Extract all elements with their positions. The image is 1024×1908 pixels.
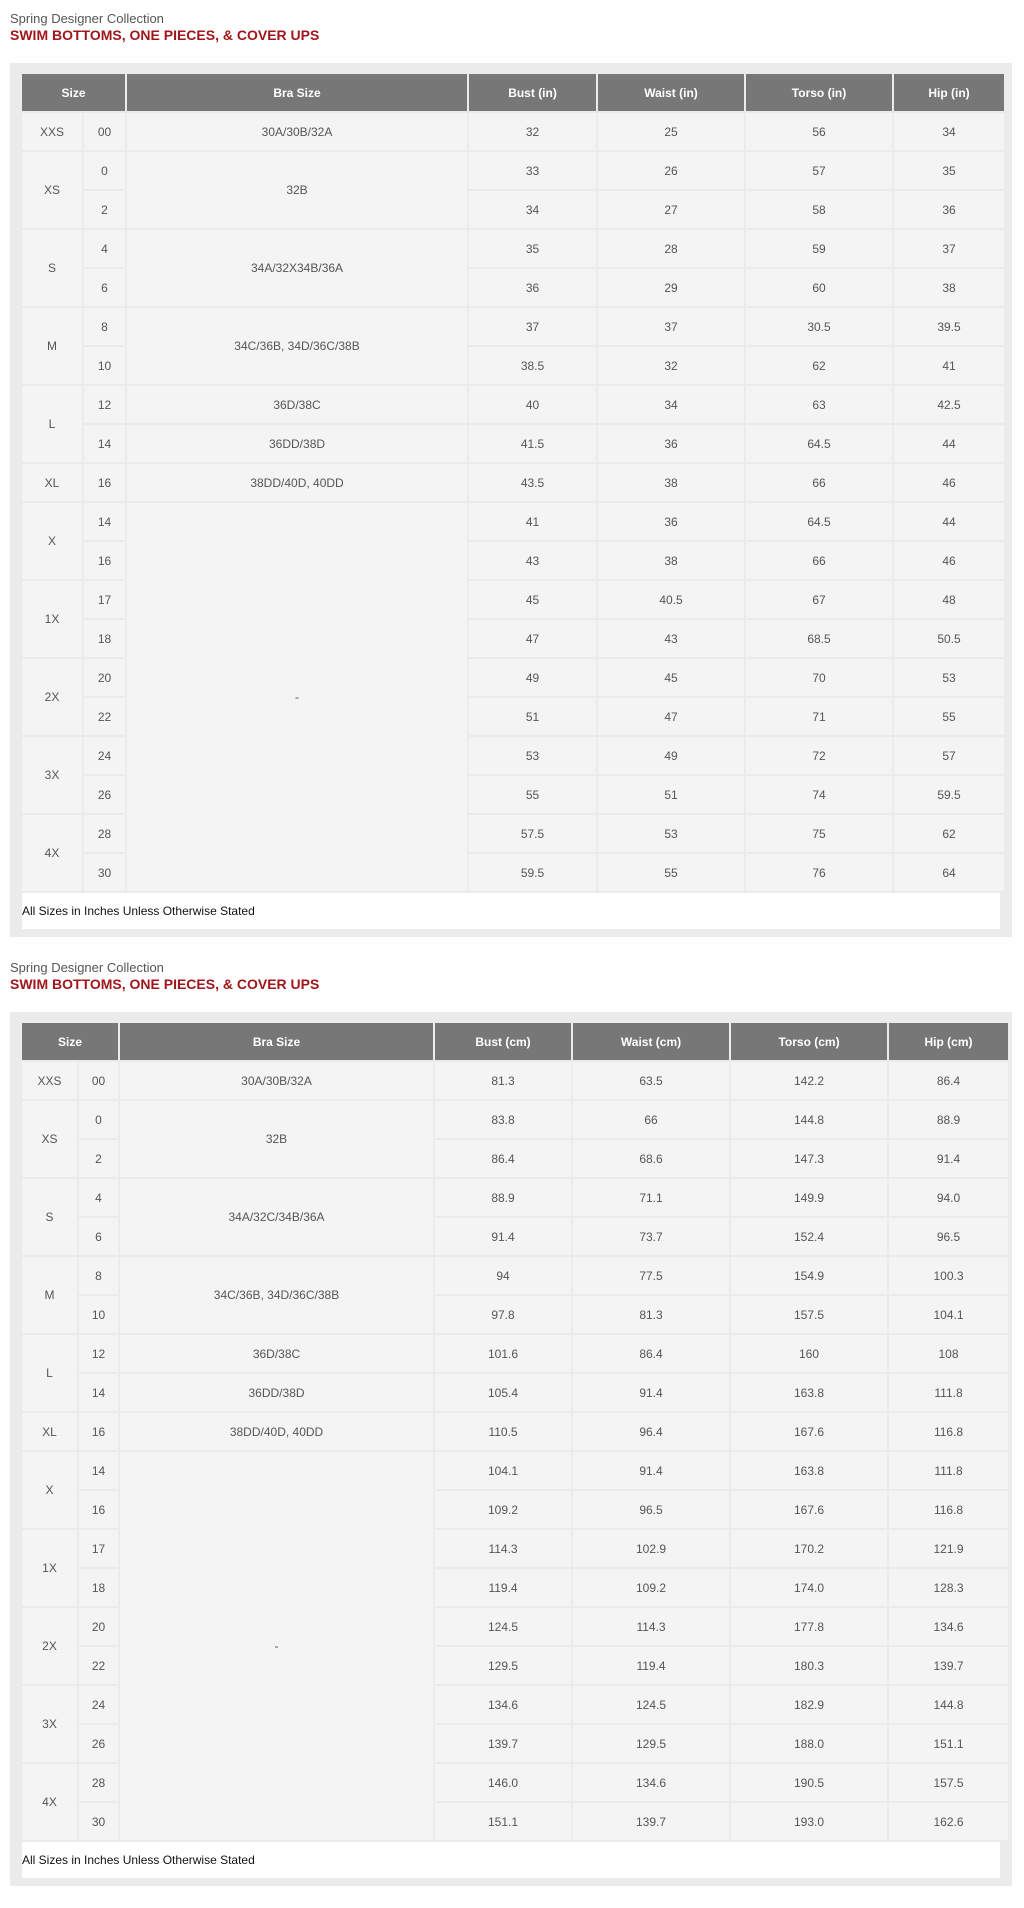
size-chart-inches [10,11,1012,937]
waist-cell: 73.7 [573,1218,729,1255]
bust-cell: 94 [435,1257,571,1294]
hip-cell: 48 [894,581,1004,618]
chart-title: SWIM BOTTOMS, ONE PIECES, & COVER UPS [10,976,320,992]
units-note-text: All Sizes in Inches Unless Otherwise Stated [22,1853,255,1867]
header-bust: Bust (cm) [435,1023,571,1060]
size-number-cell: 28 [84,815,125,852]
header-waist: Waist (cm) [573,1023,729,1060]
size-letter-cell: XL [22,1413,77,1450]
waist-cell: 28 [598,230,744,267]
waist-cell: 102.9 [573,1530,729,1567]
hip-cell: 46 [894,542,1004,579]
bra-size-cell: 34A/32X34B/36A [127,230,467,306]
size-number-cell: 18 [84,620,125,657]
torso-cell: 167.6 [731,1491,887,1528]
hip-cell: 36 [894,191,1004,228]
size-letter-cell: 3X [22,737,82,813]
waist-cell: 45 [598,659,744,696]
bust-cell: 36 [469,269,596,306]
hip-cell: 128.3 [889,1569,1008,1606]
bust-cell: 104.1 [435,1452,571,1489]
waist-cell: 36 [598,425,744,462]
waist-cell: 139.7 [573,1803,729,1840]
bra-size-cell: 36DD/38D [127,425,467,462]
table-row [22,1374,1008,1411]
bust-cell: 41.5 [469,425,596,462]
hip-cell: 100.3 [889,1257,1008,1294]
size-number-cell: 30 [79,1803,118,1840]
size-letter-cell: 3X [22,1686,77,1762]
header-row [22,1023,1008,1060]
size-number-cell: 0 [79,1101,118,1138]
torso-cell: 182.9 [731,1686,887,1723]
size-number-cell: 2 [79,1140,118,1177]
size-number-cell: 14 [84,503,125,540]
waist-cell: 119.4 [573,1647,729,1684]
torso-cell: 66 [746,464,892,501]
bra-size-cell: 34C/36B, 34D/36C/38B [120,1257,433,1333]
waist-cell: 86.4 [573,1335,729,1372]
hip-cell: 111.8 [889,1452,1008,1489]
waist-cell: 81.3 [573,1296,729,1333]
torso-cell: 177.8 [731,1608,887,1645]
waist-cell: 109.2 [573,1569,729,1606]
header-hip: Hip (in) [894,74,1004,111]
bust-cell: 43 [469,542,596,579]
torso-cell: 64.5 [746,503,892,540]
waist-cell: 124.5 [573,1686,729,1723]
torso-cell: 74 [746,776,892,813]
torso-cell: 174.0 [731,1569,887,1606]
size-number-cell: 8 [79,1257,118,1294]
bust-cell: 53 [469,737,596,774]
hip-cell: 86.4 [889,1062,1008,1099]
bust-cell: 101.6 [435,1335,571,1372]
hip-cell: 108 [889,1335,1008,1372]
table-row [22,386,1004,423]
torso-cell: 152.4 [731,1218,887,1255]
size-number-cell: 24 [84,737,125,774]
header-bra-size: Bra Size [120,1023,433,1060]
hip-cell: 96.5 [889,1218,1008,1255]
waist-cell: 37 [598,308,744,345]
header-torso: Torso (in) [746,74,892,111]
waist-cell: 63.5 [573,1062,729,1099]
table-row [22,1179,1008,1216]
torso-cell: 163.8 [731,1374,887,1411]
hip-cell: 57 [894,737,1004,774]
size-letter-cell: M [22,308,82,384]
hip-cell: 139.7 [889,1647,1008,1684]
size-letter-cell: 1X [22,1530,77,1606]
bust-cell: 34 [469,191,596,228]
table-row [22,308,1004,345]
size-number-cell: 00 [79,1062,118,1099]
size-number-cell: 16 [79,1413,118,1450]
torso-cell: 71 [746,698,892,735]
size-letter-cell: XS [22,1101,77,1177]
waist-cell: 27 [598,191,744,228]
torso-cell: 180.3 [731,1647,887,1684]
hip-cell: 88.9 [889,1101,1008,1138]
bust-cell: 41 [469,503,596,540]
size-number-cell: 10 [84,347,125,384]
size-number-cell: 17 [84,581,125,618]
bra-size-cell: 38DD/40D, 40DD [127,464,467,501]
size-table-panel [10,1012,1012,1886]
hip-cell: 64 [894,854,1004,891]
bust-cell: 124.5 [435,1608,571,1645]
torso-cell: 76 [746,854,892,891]
waist-cell: 51 [598,776,744,813]
chart-title: SWIM BOTTOMS, ONE PIECES, & COVER UPS [10,27,320,43]
bust-cell: 47 [469,620,596,657]
hip-cell: 44 [894,503,1004,540]
bra-size-cell: - [127,503,467,891]
bust-cell: 43.5 [469,464,596,501]
size-number-cell: 30 [84,854,125,891]
torso-cell: 68.5 [746,620,892,657]
torso-cell: 64.5 [746,425,892,462]
size-number-cell: 26 [79,1725,118,1762]
hip-cell: 44 [894,425,1004,462]
bra-size-cell: 30A/30B/32A [127,113,467,150]
hip-cell: 162.6 [889,1803,1008,1840]
bra-size-cell: 30A/30B/32A [120,1062,433,1099]
hip-cell: 35 [894,152,1004,189]
size-number-cell: 14 [79,1452,118,1489]
units-note-text: All Sizes in Inches Unless Otherwise Stated [22,904,255,918]
bust-cell: 114.3 [435,1530,571,1567]
torso-cell: 60 [746,269,892,306]
size-letter-cell: L [22,1335,77,1411]
table-row [22,464,1004,501]
bust-cell: 40 [469,386,596,423]
bust-cell: 139.7 [435,1725,571,1762]
torso-cell: 72 [746,737,892,774]
size-letter-cell: S [22,1179,77,1255]
bra-size-cell: 36D/38C [120,1335,433,1372]
header-bra-size: Bra Size [127,74,467,111]
torso-cell: 62 [746,347,892,384]
header-size: Size [22,1023,118,1060]
waist-cell: 32 [598,347,744,384]
hip-cell: 116.8 [889,1491,1008,1528]
size-letter-cell: XS [22,152,82,228]
size-letter-cell: XL [22,464,82,501]
size-number-cell: 14 [79,1374,118,1411]
bust-cell: 37 [469,308,596,345]
torso-cell: 157.5 [731,1296,887,1333]
hip-cell: 37 [894,230,1004,267]
waist-cell: 26 [598,152,744,189]
hip-cell: 41 [894,347,1004,384]
bust-cell: 151.1 [435,1803,571,1840]
waist-cell: 43 [598,620,744,657]
header-torso: Torso (cm) [731,1023,887,1060]
torso-cell: 30.5 [746,308,892,345]
bust-cell: 105.4 [435,1374,571,1411]
size-number-cell: 28 [79,1764,118,1801]
bra-size-cell: 36D/38C [127,386,467,423]
waist-cell: 96.5 [573,1491,729,1528]
bra-size-cell: 34A/32C/34B/36A [120,1179,433,1255]
size-letter-cell: X [22,503,82,579]
bust-cell: 33 [469,152,596,189]
bra-size-cell: 36DD/38D [120,1374,433,1411]
torso-cell: 142.2 [731,1062,887,1099]
size-letter-cell: L [22,386,82,462]
torso-cell: 149.9 [731,1179,887,1216]
bust-cell: 51 [469,698,596,735]
bust-cell: 119.4 [435,1569,571,1606]
size-letter-cell: X [22,1452,77,1528]
units-note [22,893,1000,929]
torso-cell: 75 [746,815,892,852]
header-row [22,74,1004,111]
waist-cell: 47 [598,698,744,735]
size-number-cell: 00 [84,113,125,150]
torso-cell: 66 [746,542,892,579]
size-number-cell: 16 [84,464,125,501]
header-hip: Hip (cm) [889,1023,1008,1060]
size-table-body [22,113,1004,891]
size-number-cell: 24 [79,1686,118,1723]
size-letter-cell: 2X [22,659,82,735]
waist-cell: 129.5 [573,1725,729,1762]
bra-size-cell: 38DD/40D, 40DD [120,1413,433,1450]
size-number-cell: 8 [84,308,125,345]
torso-cell: 160 [731,1335,887,1372]
bust-cell: 109.2 [435,1491,571,1528]
size-number-cell: 20 [84,659,125,696]
size-table-panel [10,63,1012,937]
hip-cell: 144.8 [889,1686,1008,1723]
size-chart-cm [10,960,1012,1886]
waist-cell: 66 [573,1101,729,1138]
size-letter-cell: 4X [22,1764,77,1840]
size-letter-cell: XXS [22,113,82,150]
bust-cell: 97.8 [435,1296,571,1333]
size-number-cell: 20 [79,1608,118,1645]
table-row [22,1101,1008,1138]
units-note [22,1842,1000,1878]
waist-cell: 38 [598,464,744,501]
waist-cell: 77.5 [573,1257,729,1294]
torso-cell: 144.8 [731,1101,887,1138]
bust-cell: 49 [469,659,596,696]
size-number-cell: 2 [84,191,125,228]
bust-cell: 88.9 [435,1179,571,1216]
waist-cell: 38 [598,542,744,579]
hip-cell: 91.4 [889,1140,1008,1177]
size-number-cell: 0 [84,152,125,189]
size-number-cell: 16 [79,1491,118,1528]
table-row [22,230,1004,267]
bust-cell: 91.4 [435,1218,571,1255]
size-letter-cell: M [22,1257,77,1333]
hip-cell: 134.6 [889,1608,1008,1645]
bust-cell: 55 [469,776,596,813]
torso-cell: 170.2 [731,1530,887,1567]
hip-cell: 121.9 [889,1530,1008,1567]
waist-cell: 96.4 [573,1413,729,1450]
torso-cell: 63 [746,386,892,423]
torso-cell: 70 [746,659,892,696]
size-number-cell: 12 [84,386,125,423]
waist-cell: 91.4 [573,1374,729,1411]
waist-cell: 91.4 [573,1452,729,1489]
size-letter-cell: 2X [22,1608,77,1684]
waist-cell: 29 [598,269,744,306]
hip-cell: 116.8 [889,1413,1008,1450]
size-table [20,72,1006,893]
hip-cell: 46 [894,464,1004,501]
torso-cell: 163.8 [731,1452,887,1489]
bust-cell: 35 [469,230,596,267]
torso-cell: 193.0 [731,1803,887,1840]
table-row [22,503,1004,540]
table-row [22,1335,1008,1372]
size-number-cell: 26 [84,776,125,813]
waist-cell: 68.6 [573,1140,729,1177]
table-row [22,1413,1008,1450]
torso-cell: 188.0 [731,1725,887,1762]
bust-cell: 57.5 [469,815,596,852]
hip-cell: 50.5 [894,620,1004,657]
bust-cell: 110.5 [435,1413,571,1450]
size-letter-cell: XXS [22,1062,77,1099]
size-letter-cell: S [22,230,82,306]
waist-cell: 34 [598,386,744,423]
waist-cell: 40.5 [598,581,744,618]
bust-cell: 129.5 [435,1647,571,1684]
torso-cell: 147.3 [731,1140,887,1177]
waist-cell: 55 [598,854,744,891]
hip-cell: 39.5 [894,308,1004,345]
torso-cell: 167.6 [731,1413,887,1450]
waist-cell: 71.1 [573,1179,729,1216]
torso-cell: 67 [746,581,892,618]
bra-size-cell: 32B [120,1101,433,1177]
hip-cell: 42.5 [894,386,1004,423]
size-number-cell: 4 [84,230,125,267]
waist-cell: 36 [598,503,744,540]
bust-cell: 81.3 [435,1062,571,1099]
table-row [22,1257,1008,1294]
waist-cell: 114.3 [573,1608,729,1645]
bra-size-cell: 34C/36B, 34D/36C/38B [127,308,467,384]
size-number-cell: 14 [84,425,125,462]
bust-cell: 38.5 [469,347,596,384]
hip-cell: 59.5 [894,776,1004,813]
size-number-cell: 12 [79,1335,118,1372]
torso-cell: 59 [746,230,892,267]
size-table [20,1021,1010,1842]
bust-cell: 83.8 [435,1101,571,1138]
hip-cell: 38 [894,269,1004,306]
size-letter-cell: 4X [22,815,82,891]
table-row [22,1452,1008,1489]
size-letter-cell: 1X [22,581,82,657]
size-number-cell: 6 [79,1218,118,1255]
waist-cell: 49 [598,737,744,774]
header-bust: Bust (in) [469,74,596,111]
bra-size-cell: - [120,1452,433,1840]
hip-cell: 157.5 [889,1764,1008,1801]
torso-cell: 190.5 [731,1764,887,1801]
table-row [22,1062,1008,1099]
waist-cell: 134.6 [573,1764,729,1801]
size-number-cell: 4 [79,1179,118,1216]
hip-cell: 151.1 [889,1725,1008,1762]
size-number-cell: 17 [79,1530,118,1567]
bust-cell: 59.5 [469,854,596,891]
torso-cell: 154.9 [731,1257,887,1294]
hip-cell: 34 [894,113,1004,150]
collection-subtitle: Spring Designer Collection [10,11,164,26]
header-waist: Waist (in) [598,74,744,111]
hip-cell: 94.0 [889,1179,1008,1216]
size-number-cell: 22 [79,1647,118,1684]
bust-cell: 146.0 [435,1764,571,1801]
table-row [22,152,1004,189]
waist-cell: 25 [598,113,744,150]
table-row [22,113,1004,150]
bust-cell: 134.6 [435,1686,571,1723]
bra-size-cell: 32B [127,152,467,228]
header-size: Size [22,74,125,111]
bust-cell: 32 [469,113,596,150]
hip-cell: 53 [894,659,1004,696]
torso-cell: 57 [746,152,892,189]
size-number-cell: 18 [79,1569,118,1606]
torso-cell: 58 [746,191,892,228]
hip-cell: 104.1 [889,1296,1008,1333]
size-number-cell: 22 [84,698,125,735]
bust-cell: 86.4 [435,1140,571,1177]
hip-cell: 111.8 [889,1374,1008,1411]
collection-subtitle: Spring Designer Collection [10,960,164,975]
bust-cell: 45 [469,581,596,618]
hip-cell: 62 [894,815,1004,852]
size-number-cell: 16 [84,542,125,579]
size-number-cell: 10 [79,1296,118,1333]
waist-cell: 53 [598,815,744,852]
torso-cell: 56 [746,113,892,150]
size-table-body [22,1062,1008,1840]
hip-cell: 55 [894,698,1004,735]
table-row [22,425,1004,462]
size-number-cell: 6 [84,269,125,306]
